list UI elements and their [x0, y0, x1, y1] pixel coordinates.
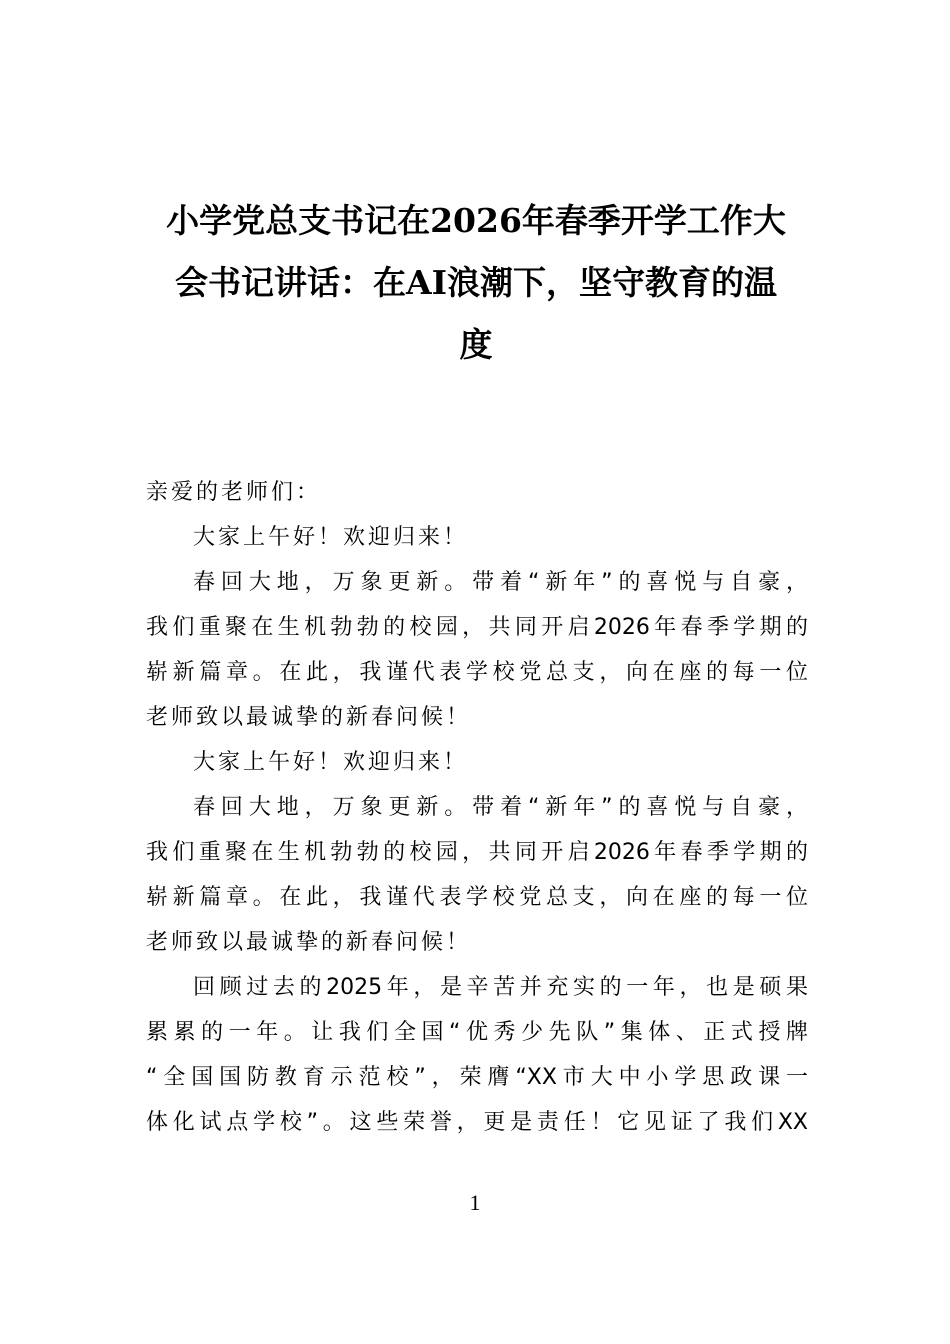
body-line: 累累的一年。让我们全国“优秀少先队”集体、正式授牌: [146, 1020, 808, 1045]
body-line: “全国国防教育示范校”，荣膺“XX市大中小学思政课一: [146, 1065, 808, 1090]
body-line: 大家上午好！欢迎归来！: [193, 750, 469, 775]
body-line: 崭新篇章。在此，我谨代表学校党总支，向在座的每一位: [146, 660, 808, 685]
salutation: 亲爱的老师们：: [146, 480, 322, 505]
body-line: 老师致以最诚挚的新春问候！: [146, 705, 472, 730]
body-line: 我们重聚在生机勃勃的校园，共同开启2026年春季学期的: [146, 615, 808, 640]
title-line-3: 度: [459, 325, 493, 364]
document-title: [146, 190, 806, 376]
page-number: 1: [469, 1190, 481, 1215]
body-line: 体化试点学校”。这些荣誉，更是责任！它见证了我们XX: [146, 1110, 808, 1135]
body-line: 回顾过去的2025年，是辛苦并充实的一年，也是硕果: [193, 975, 808, 1000]
title-line-2: 会书记讲话：在AI浪潮下，坚守教育的温: [174, 263, 778, 302]
body-line: 老师致以最诚挚的新春问候！: [146, 930, 472, 955]
body-line: 崭新篇章。在此，我谨代表学校党总支，向在座的每一位: [146, 885, 808, 910]
title-line-1: 小学党总支书记在2026年春季开学工作大: [166, 201, 786, 240]
body-line: 春回大地，万象更新。带着“新年”的喜悦与自豪，: [193, 570, 808, 595]
body-line: 我们重聚在生机勃勃的校园，共同开启2026年春季学期的: [146, 840, 808, 865]
body-line: 大家上午好！欢迎归来！: [193, 525, 469, 550]
document-body: [146, 470, 808, 1145]
body-line: 春回大地，万象更新。带着“新年”的喜悦与自豪，: [193, 795, 808, 820]
